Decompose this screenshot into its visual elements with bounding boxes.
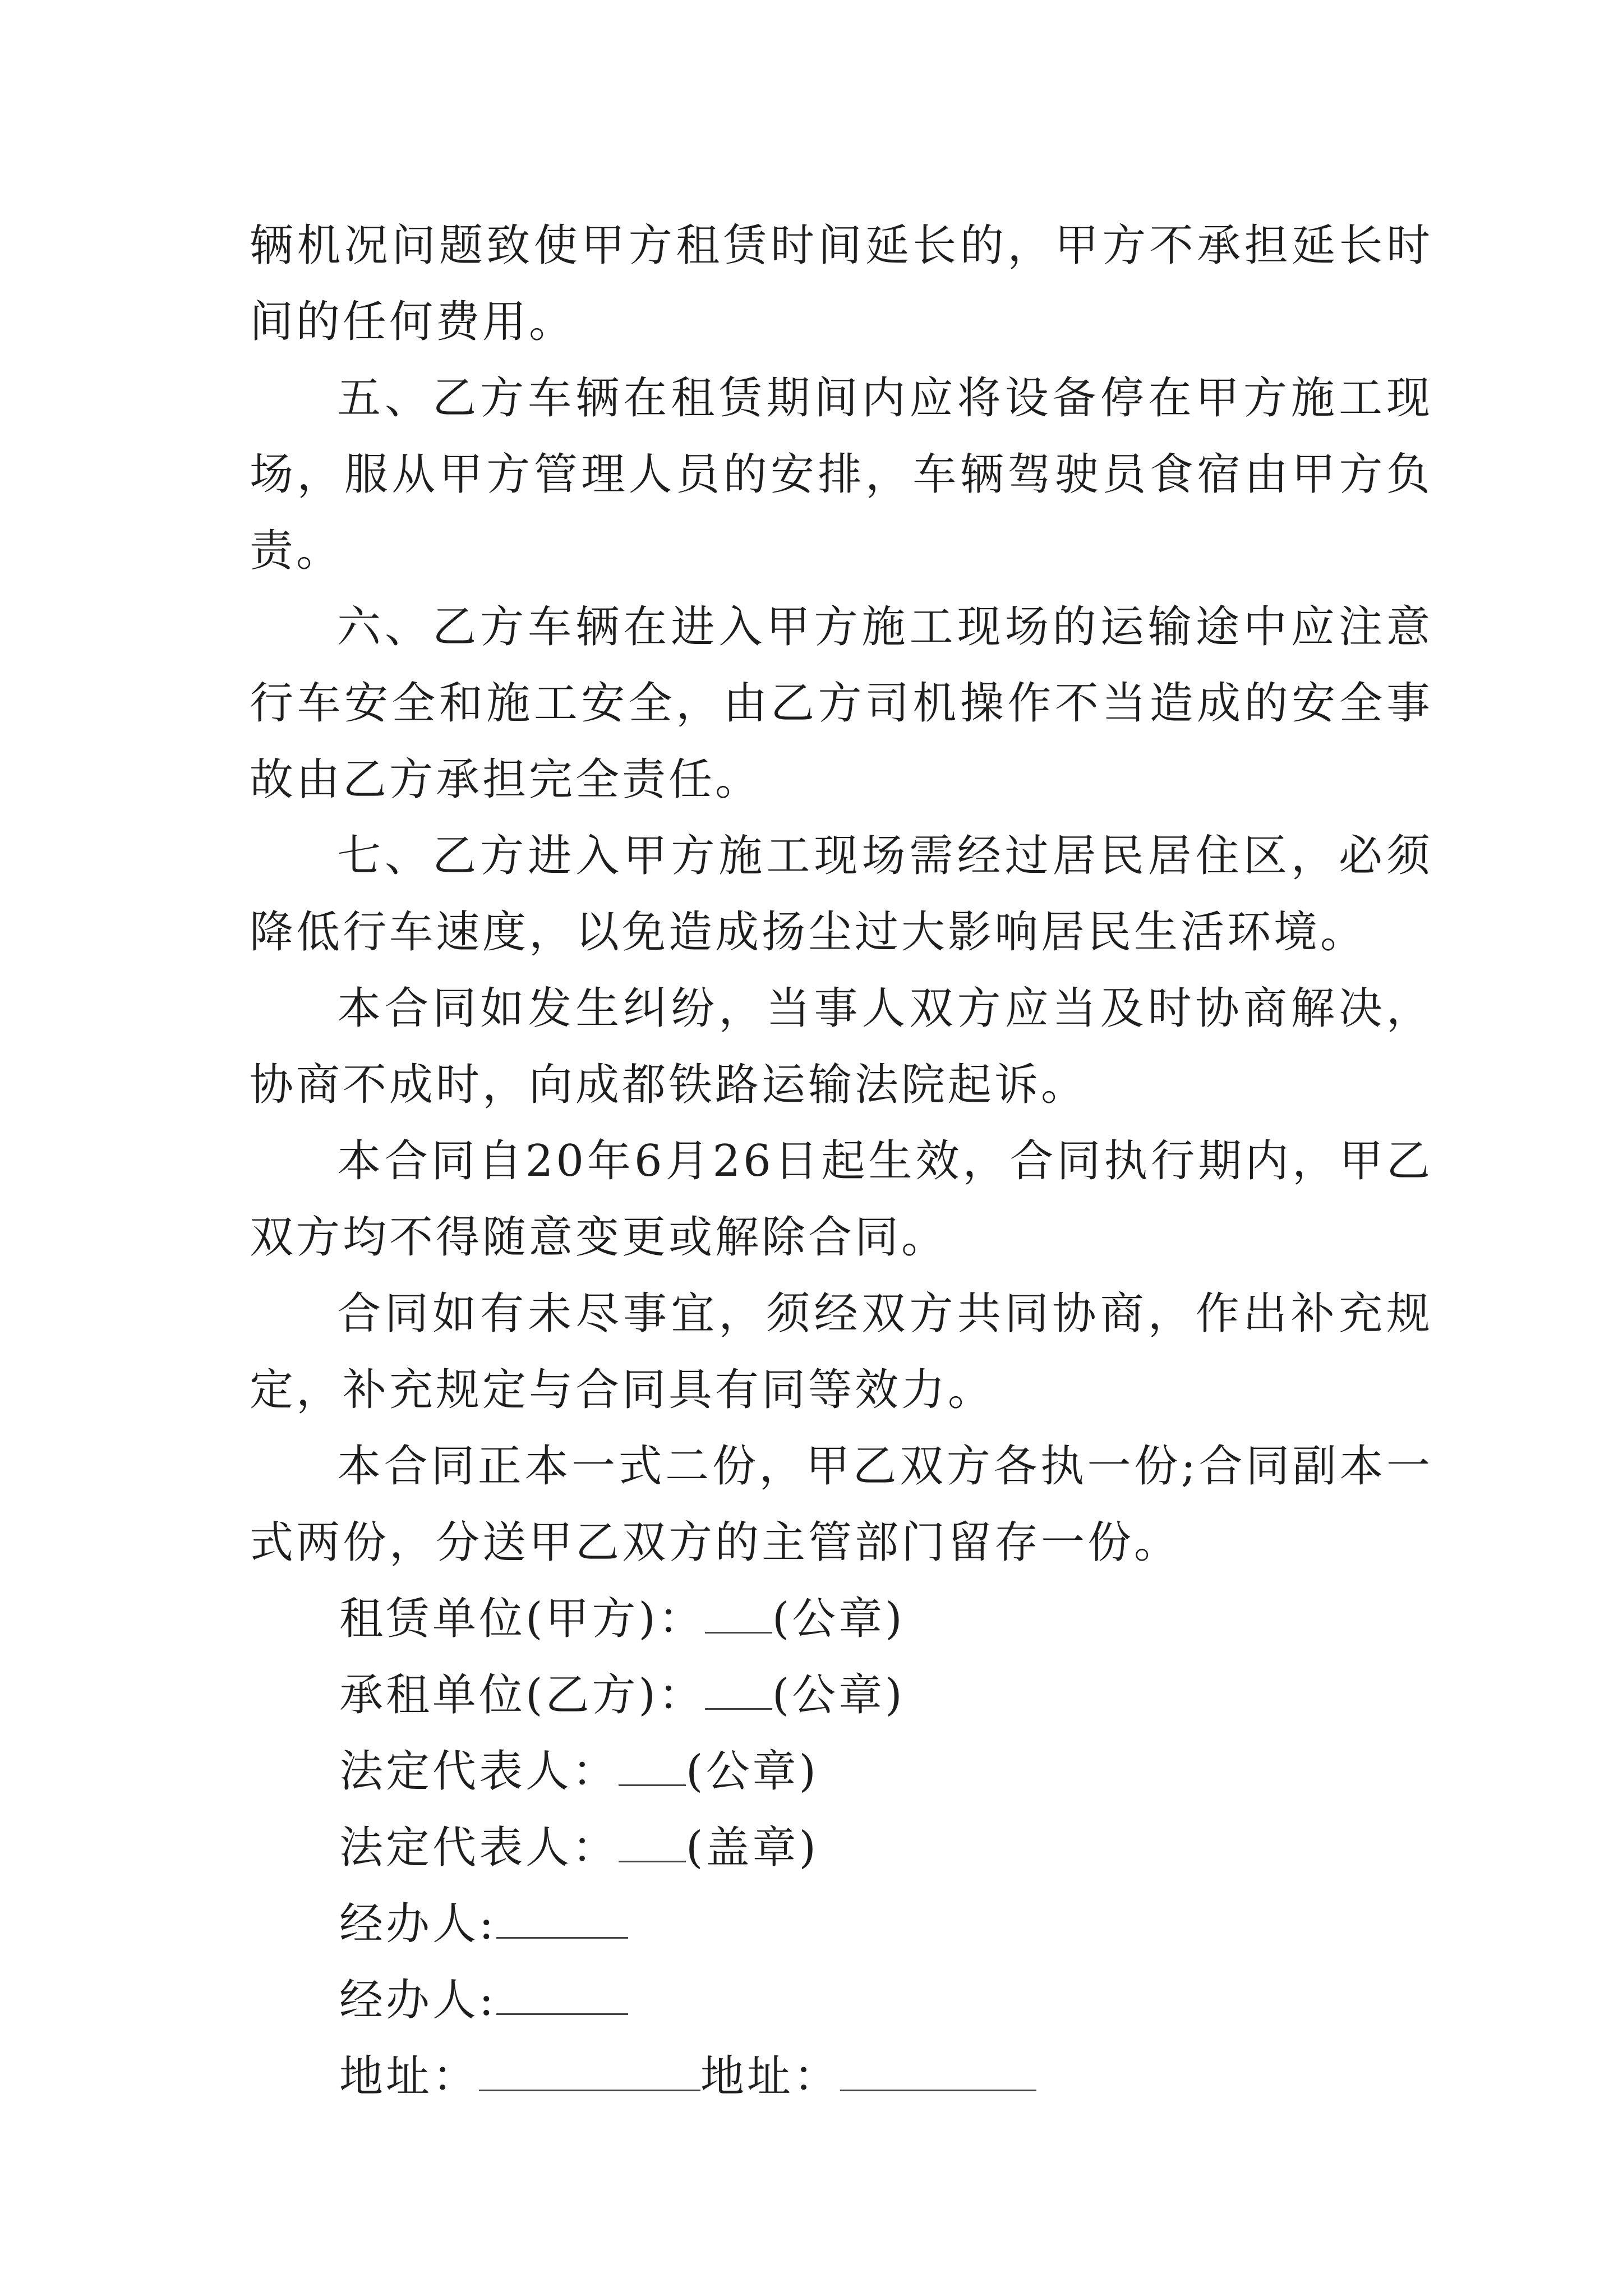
lessee-blank (705, 1669, 772, 1710)
address2-blank (840, 2050, 1036, 2091)
paragraph-clause-5: 五、乙方车辆在租赁期间内应将设备停在甲方施工现场，服从甲方管理人员的安排，车辆驾驶员食宿由甲方负责。 (250, 373, 1433, 576)
rep2-label: 法定代表人： (339, 1823, 619, 1873)
rep1-label: 法定代表人： (339, 1746, 619, 1797)
lessor-blank (705, 1593, 772, 1634)
signature-lessee (250, 1657, 1433, 1733)
paragraph-continuation: 辆机况问题致使甲方租赁时间延长的，甲方不承担延长时间的任何费用。 (250, 220, 1433, 347)
address1-label: 地址： (339, 2051, 479, 2102)
lessor-seal: (公章) (772, 1594, 905, 1644)
paragraph-copies: 本合同正本一式二份，甲乙双方各执一份;合同副本一式两份，分送甲乙双方的主管部门留存一份。 (250, 1441, 1433, 1568)
address1-blank (479, 2050, 700, 2091)
signature-representative-2 (250, 1810, 1433, 1886)
paragraph-effective-date: 本合同自20年6月26日起生效，合同执行期内，甲乙双方均不得随意变更或解除合同。 (250, 1136, 1433, 1263)
contract-body (250, 208, 1433, 2115)
agent1-label: 经办人: (339, 1899, 497, 1949)
rep1-blank (619, 1745, 686, 1786)
rep1-seal: (公章) (686, 1746, 819, 1797)
agent2-label: 经办人: (339, 1975, 497, 2026)
lessor-label: 租赁单位(甲方)： (339, 1594, 705, 1644)
paragraph-dispute: 本合同如发生纠纷，当事人双方应当及时协商解决，协商不成时，向成都铁路运输法院起诉。 (250, 983, 1433, 1110)
signature-representative-1 (250, 1733, 1433, 1810)
rep2-blank (619, 1821, 686, 1862)
signature-agent-2 (250, 1962, 1433, 2039)
address2-label: 地址： (700, 2051, 841, 2102)
signature-address (250, 2039, 1433, 2115)
paragraph-supplement: 合同如有未尽事宜，须经双方共同协商，作出补充规定，补充规定与合同具有同等效力。 (250, 1289, 1433, 1415)
rep2-seal: (盖章) (686, 1823, 819, 1873)
paragraph-clause-7: 七、乙方进入甲方施工现场需经过居民居住区，必须降低行车速度，以免造成扬尘过大影响居民生活环境。 (250, 831, 1433, 958)
lessee-seal: (公章) (772, 1670, 905, 1720)
paragraph-clause-6: 六、乙方车辆在进入甲方施工现场的运输途中应注意行车安全和施工安全，由乙方司机操作不当造成的安全事故由乙方承担完全责任。 (250, 602, 1433, 805)
agent2-blank (496, 1974, 628, 2015)
agent1-blank (496, 1898, 628, 1939)
lessee-label: 承租单位(乙方)： (339, 1670, 705, 1720)
signature-agent-1 (250, 1886, 1433, 1962)
signature-lessor (250, 1581, 1433, 1657)
